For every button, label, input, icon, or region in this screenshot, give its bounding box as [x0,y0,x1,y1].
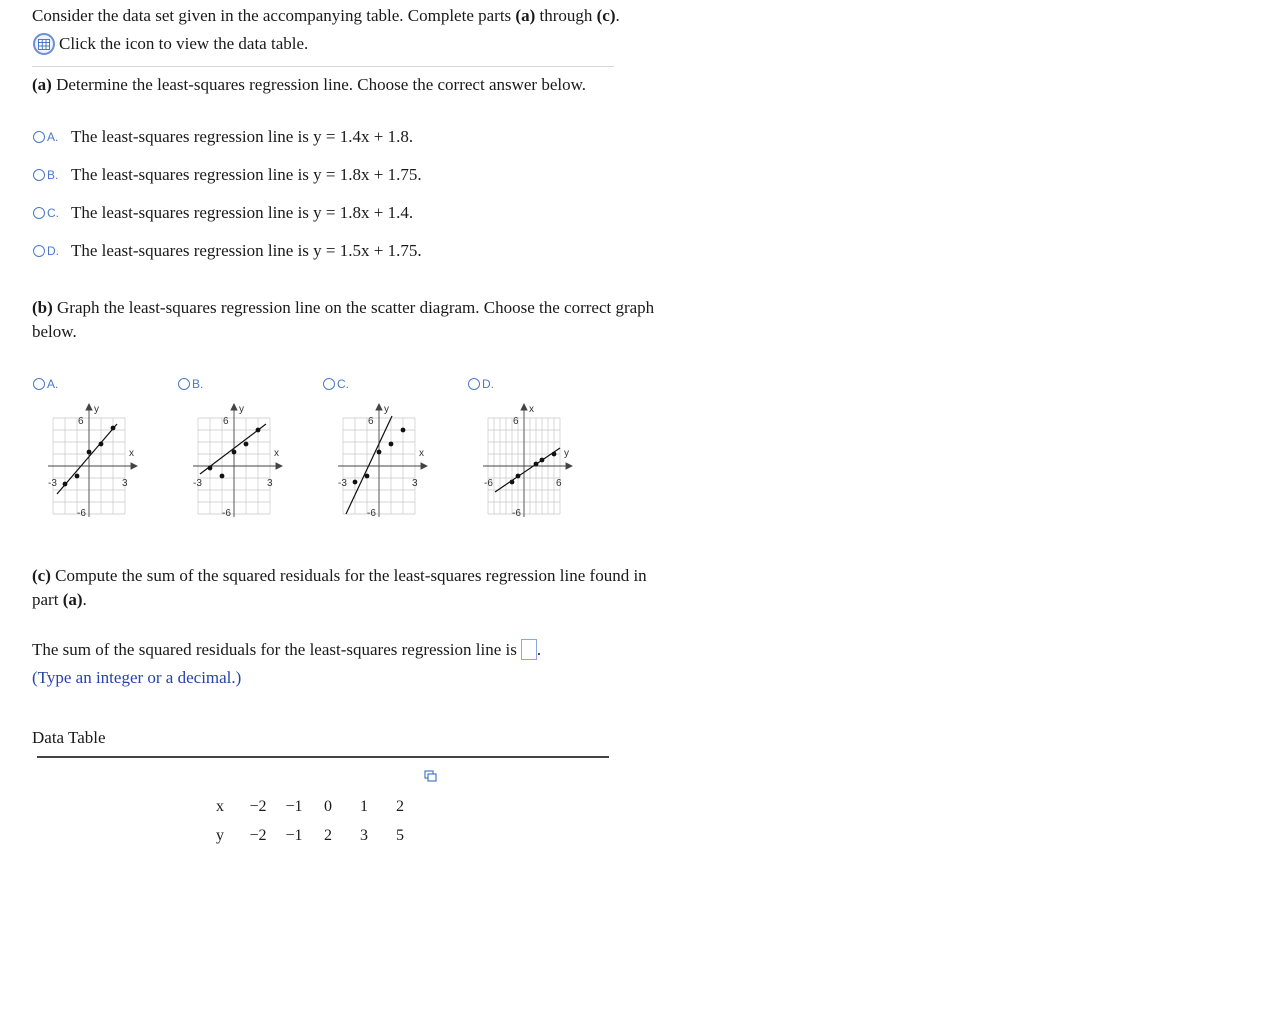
view-data-link[interactable]: Click the icon to view the data table. [59,34,309,53]
divider [32,66,614,67]
data-table-rule [37,756,609,758]
radio-button[interactable] [323,378,335,390]
part-c-text-end: . [82,590,87,609]
data-point [353,480,358,485]
part-b-option-c[interactable] [323,377,349,391]
part-c-question [32,566,647,586]
option-text: The least-squares regression line is y = 1.5x + 1.75. [71,241,422,260]
part-a-text: Determine the least-squares regression line. Choose the correct answer below. [51,75,587,94]
intro-text-mid: through [535,6,597,25]
data-point [220,474,225,479]
option-letter: D. [482,377,494,391]
x-axis-label: y [564,448,569,459]
data-point [256,428,261,433]
table-cell: 2 [324,827,332,844]
radio-button[interactable] [33,131,45,143]
data-point [389,442,394,447]
scatter-graph-b[interactable] [185,400,289,520]
tick-label: -6 [484,478,493,489]
part-c-ref-a: (a) [62,590,83,609]
data-table-title: Data Table [32,728,106,747]
copy-icon[interactable] [424,770,437,782]
radio-button[interactable] [33,169,45,181]
data-table-icon[interactable] [33,33,55,55]
data-point [75,474,80,479]
table-cell: 1 [360,798,368,815]
tick-label: 6 [513,416,519,427]
part-b-text-line2: below. [32,322,77,341]
intro-instructions [32,6,620,26]
radio-button[interactable] [178,378,190,390]
part-b-question [32,298,654,318]
data-point [534,462,539,467]
part-a-option-c[interactable] [33,203,413,223]
option-letter: A. [47,130,59,144]
y-axis-label: y [94,404,99,415]
data-point [63,482,68,487]
radio-button[interactable] [468,378,480,390]
tick-label: 6 [223,416,229,427]
answer-hint: (Type an integer or a decimal.) [32,668,242,687]
part-b-option-a[interactable] [33,377,58,391]
scatter-graph-c[interactable] [330,400,434,520]
radio-button[interactable] [33,245,45,257]
data-point [377,450,382,455]
tick-label: -6 [222,508,231,519]
tick-label: 3 [412,478,418,489]
part-b-text: Graph the least-squares regression line on the scatter diagram. Choose the correct graph [52,298,655,317]
x-axis-label: x [129,448,134,459]
intro-part-a: (a) [515,6,536,25]
part-b-label: (b) [32,298,53,317]
tick-label: 6 [78,416,84,427]
part-c-answer-row [32,639,541,660]
tick-label: -3 [193,478,202,489]
table-cell: 0 [324,798,332,815]
part-a-option-a[interactable] [33,127,413,147]
answer-input[interactable] [521,639,537,660]
option-letter: C. [337,377,349,391]
part-b-option-d[interactable] [468,377,494,391]
answer-prompt: The sum of the squared residuals for the least-squares regression line is [32,639,517,659]
part-c-text-line2: part [32,590,63,609]
regression-line [495,448,560,492]
y-axis-label: x [529,404,534,415]
intro-text-end: . [615,6,620,25]
data-point [365,474,370,479]
part-c-question-line2 [32,590,87,610]
table-cell: 2 [396,798,404,815]
table-cell: −1 [285,827,303,844]
tick-label: -3 [338,478,347,489]
view-data-row [33,33,308,55]
data-point [87,450,92,455]
x-axis-label: x [274,448,279,459]
part-a-option-b[interactable] [33,165,422,185]
tick-label: -3 [48,478,57,489]
data-point [516,474,521,479]
data-point [208,466,213,471]
tick-label: 3 [122,478,128,489]
tick-label: 6 [368,416,374,427]
option-letter: D. [47,244,59,258]
tick-label: -6 [77,508,86,519]
option-text: The least-squares regression line is y = 1.4x + 1.8. [71,127,414,146]
intro-text: Consider the data set given in the accompanying table. Complete parts [32,6,516,25]
y-axis-label: y [239,404,244,415]
table-cell: −2 [249,827,267,844]
option-letter: C. [47,206,59,220]
radio-button[interactable] [33,378,45,390]
part-b-option-b[interactable] [178,377,203,391]
part-a-option-d[interactable] [33,241,422,261]
tick-label: -6 [367,508,376,519]
part-a-label: (a) [32,75,52,94]
option-text: The least-squares regression line is y = 1.8x + 1.4. [71,203,414,222]
option-letter: A. [47,377,59,391]
data-point [99,442,104,447]
intro-part-c: (c) [596,6,616,25]
part-c-text: Compute the sum of the squared residuals for the least-squares regression line found in [50,566,647,585]
regression-line [346,416,392,514]
data-point [552,452,557,457]
tick-label: -6 [512,508,521,519]
table-cell: 5 [396,827,404,844]
part-c-label: (c) [32,566,51,585]
y-axis-label: y [384,404,389,415]
row-label-y: y [216,827,224,844]
data-point [540,458,545,463]
data-point [510,480,515,485]
tick-label: 6 [556,478,562,489]
option-letter: B. [47,168,59,182]
scatter-graph-a[interactable] [40,400,144,520]
radio-button[interactable] [33,207,45,219]
table-cell: −1 [285,798,303,815]
data-point [244,442,249,447]
option-text: The least-squares regression line is y = 1.8x + 1.75. [71,165,422,184]
part-a-question [32,75,586,95]
data-point [111,426,116,431]
tick-label: 3 [267,478,273,489]
data-point [232,450,237,455]
scatter-graph-d[interactable] [475,400,579,520]
option-letter: B. [192,377,204,391]
table-cell: −2 [249,798,267,815]
row-label-x: x [216,798,224,815]
x-axis-label: x [419,448,424,459]
data-point [401,428,406,433]
table-cell: 3 [360,827,368,844]
grid-icon [38,39,50,50]
answer-suffix: . [536,639,542,659]
